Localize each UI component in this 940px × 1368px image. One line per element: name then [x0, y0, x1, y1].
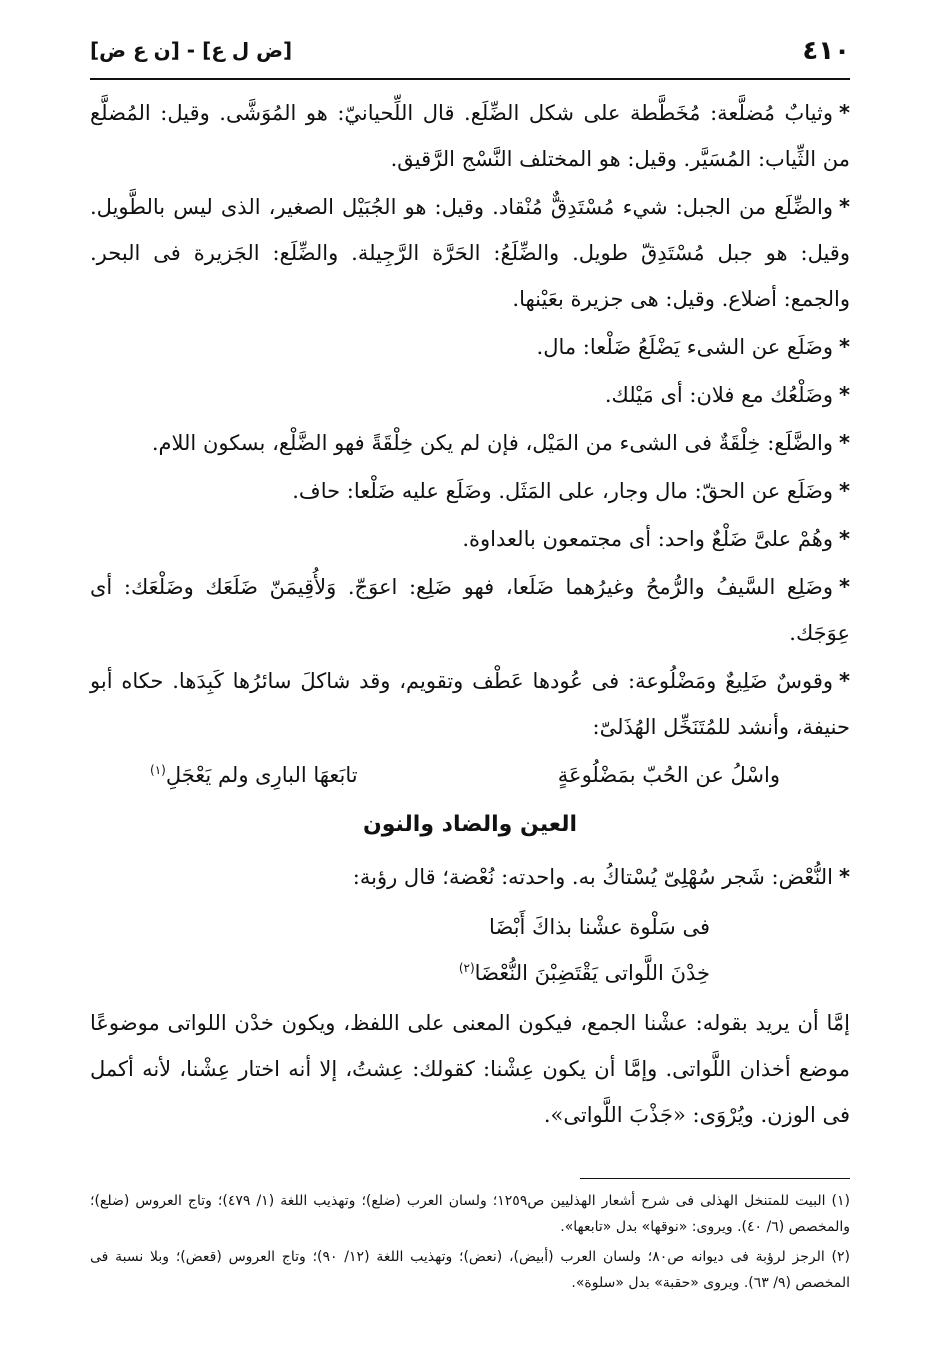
- entry-paragraph: [90, 420, 850, 466]
- entry-mark: *: [839, 335, 850, 359]
- running-head: [ض ل ع] - [ن ع ض]: [90, 38, 293, 62]
- paragraph-text: وهُمْ علىَّ ضَلْعٌ واحد: أى مجتمعون بالعداوة.: [462, 527, 834, 551]
- paragraph-text: وضَلَع عن الشىء يَضْلَعُ ضَلْعا: مال.: [536, 335, 834, 359]
- paragraph-text: وضَلِع السَّيفُ والرُّمحُ وغيرُهما ضَلَعا، فهو ضَلِع: اعوَجّ. وَلأُقِيمَنّ ضَلَعَك وضَلْعَك: أى عِوَجَك.: [90, 575, 850, 645]
- poetry-verse: [90, 752, 850, 798]
- entry-mark: *: [839, 527, 850, 551]
- paragraph-text: النُّعْض: شَجر سُهْلِىّ يُسْتاكُ به. واحدته: نُعْضة؛ قال رؤبة:: [352, 865, 834, 889]
- rajaz-verse: [90, 904, 850, 996]
- entry-mark: *: [839, 669, 850, 693]
- entry-mark: *: [839, 575, 850, 599]
- entry-mark: *: [839, 195, 850, 219]
- entry-paragraph: [90, 854, 850, 900]
- page-number: ٤١٠: [802, 36, 850, 66]
- entry-mark: *: [839, 865, 850, 889]
- dictionary-page: [90, 28, 850, 1338]
- footnote-reference: (٢): [458, 961, 475, 975]
- footnote: (٢) الرجز لرؤبة فى ديوانه ص٨٠؛ ولسان العرب (أبيض)، (نعض)؛ وتهذيب اللغة (١٢/ ٩٠)؛ وتاج العروس (قعض)؛ وبلا نسبة فى المخصص (٩/ ٦٣). ويروى «حقبة» بدل «سلوة».: [90, 1249, 850, 1291]
- verse-second-half: [150, 752, 358, 798]
- entry-mark: *: [839, 479, 850, 503]
- entry-paragraph: [90, 90, 850, 182]
- footnote: (١) البيت للمتنخل الهذلى فى شرح أشعار الهذليين ص١٢٥٩؛ ولسان العرب (ضلع)؛ وتهذيب اللغة (١/ ٤٧٩)؛ وتاج العروس (ضلع)؛ والمخصص (٦/ ٤٠). ويروى: «نوقها» بدل «تابعها».: [90, 1193, 850, 1235]
- footnote-divider: [580, 1178, 850, 1179]
- paragraph-text: والضِّلَع من الجبل: شيء مُسْتَدِقٌّ مُنْقاد. وقيل: هو الجُبَيْل الصغير، الذى ليس بالطَّويل. وقيل: هو جبل مُسْتَدِقّ طويل. والضِّلَعُ: الحَرَّة الرَّجِيلة. والضِّلَع: الجَزيرة فى البحر. والجمع: أضلاع. وقيل: هى جزيرة بعَيْنها.: [90, 195, 850, 311]
- main-text: [90, 90, 850, 1138]
- commentary-paragraph: إمَّا أن يريد بقوله: عشْنا الجمع، فيكون المعنى على اللفظ، ويكون خدْن اللواتى موضوعًا موضع أخذان اللَّواتى. وإمَّا أن يكون عِشْنا: كقولك: عِشتُ، إلا أنه اختار عِشْنا، لأنه أكمل فى الوزن. ويُرْوَى: «جَذْبَ اللَّواتى».: [90, 1011, 850, 1127]
- rajaz-line: فى سَلْوة عشْنا بذاكَ أَبْضَا: [489, 915, 710, 939]
- paragraph-text: وضَلَع عن الحقّ: مال وجار، على المَثَل. وضَلَع عليه ضَلْعا: حاف.: [292, 479, 834, 503]
- entry-paragraph: [90, 468, 850, 514]
- paragraph-text: وضَلْعُك مع فلان: أى مَيْلك.: [604, 383, 834, 407]
- section-heading: العين والضاد والنون: [362, 812, 578, 837]
- rajaz-line-text: خِدْنَ اللَّواتى يَقْتَضِبْنَ النُّعْضَا: [474, 961, 710, 985]
- entry-mark: *: [839, 431, 850, 455]
- entry-paragraph: [90, 658, 850, 750]
- verse-second-half-text: تابَعهَا البارِى ولم يَعْجَلِ: [165, 763, 358, 787]
- entry-paragraph: [90, 516, 850, 562]
- entry-mark: *: [839, 101, 850, 125]
- footnotes: [90, 1188, 850, 1300]
- paragraph-text: والضَّلَع: خِلْقَةٌ فى الشىء من المَيْل، فإن لم يكن خِلْقَةً فهو الضَّلْع، بسكون اللام.: [151, 431, 834, 455]
- entry-paragraph: [90, 564, 850, 656]
- rajaz-line: [90, 950, 710, 996]
- verse-first-half: واسْلُ عن الحُبّ بمَضْلُوعَةٍ: [557, 763, 780, 787]
- entry-paragraph: [90, 324, 850, 370]
- paragraph-text: وقوسٌ ضَلِيعٌ ومَضْلُوعة: فى عُودها عَطْف وتقويم، وقد شاكلَ سائرُها كَبِدَها. حكاه أبو حنيفة، وأنشد للمُتَنَخِّل الهُذَلىّ:: [90, 669, 850, 739]
- entry-paragraph: [90, 184, 850, 322]
- footnote-reference: (١): [150, 763, 166, 777]
- page-header: [90, 28, 850, 80]
- entry-mark: *: [839, 383, 850, 407]
- entry-paragraph: [90, 372, 850, 418]
- paragraph-text: وثيابٌ مُضلَّعة: مُخَطَّطة على شكل الضِّلَع. قال اللِّحيانيّ: هو المُوَشَّى. وقيل: المُضلَّع من الثِّياب: المُسَيَّر. وقيل: هو المختلف النَّسْج الرَّقيق.: [90, 101, 850, 171]
